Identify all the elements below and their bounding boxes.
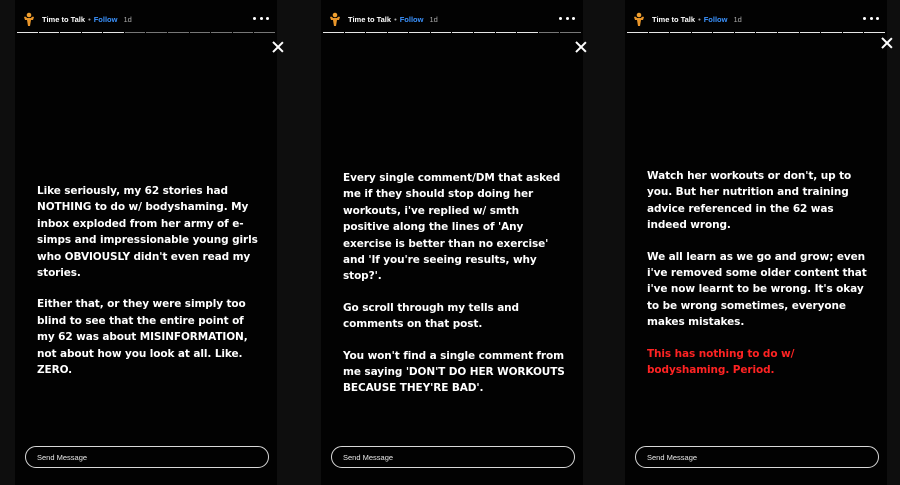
story-paragraph: Like seriously, my 62 stories had NOTHING to do w/ bodyshaming. My inbox exploded from her army of e-simps and impressionable young girls who OBVIOUSLY didn't even read my stories.	[37, 185, 258, 280]
flexing-figure-icon	[631, 11, 647, 27]
story-header	[327, 8, 577, 30]
account-name[interactable]: Time to Talk	[348, 14, 392, 24]
follow-button[interactable]: Follow	[93, 14, 118, 24]
send-message-input[interactable]: Send Message	[25, 446, 269, 468]
story-paragraph: Either that, or they were simply too blind to see that the entire point of my 62 was about MISINFORMATION, not about how you look at all. Like. ZERO.	[37, 298, 248, 377]
story-text	[647, 168, 871, 393]
post-age: 1d	[733, 14, 742, 24]
avatar[interactable]	[327, 11, 343, 27]
more-options-icon[interactable]	[253, 12, 269, 24]
flexing-figure-icon	[21, 11, 37, 27]
story-paragraph: Go scroll through my tells and comments on that post.	[343, 301, 519, 331]
story-paragraph: Watch her workouts or don't, up to you. But her nutrition and training advice referenced in the 62 was indeed wrong.	[647, 170, 852, 232]
account-name[interactable]: Time to Talk	[652, 14, 696, 24]
post-age: 1d	[123, 14, 132, 24]
story-paragraph: We all learn as we go and grow; even i've removed some older content that i've now learnt to be wrong. It's okay to be wrong sometimes, everyone makes mistakes.	[647, 250, 867, 329]
avatar[interactable]	[631, 11, 647, 27]
separator-dot: •	[698, 14, 701, 24]
story-card-3	[625, 0, 887, 485]
flexing-figure-icon	[327, 11, 343, 27]
separator-dot: •	[88, 14, 91, 24]
story-paragraph: You won't find a single comment from me saying 'DON'T DO HER WORKOUTS BECAUSE THEY'RE BAD'.	[343, 349, 565, 395]
follow-button[interactable]: Follow	[399, 14, 424, 24]
send-message-input[interactable]: Send Message	[635, 446, 879, 468]
close-icon[interactable]	[880, 36, 894, 50]
close-icon[interactable]	[574, 40, 588, 54]
separator-dot: •	[394, 14, 397, 24]
avatar[interactable]	[21, 11, 37, 27]
story-text	[343, 170, 567, 412]
follow-button[interactable]: Follow	[703, 14, 728, 24]
account-name[interactable]: Time to Talk	[42, 14, 86, 24]
post-age: 1d	[429, 14, 438, 24]
story-paragraph: Every single comment/DM that asked me if they should stop doing her workouts, i've replied w/ smth positive along the lines of 'Any exercise is better than no exercise' and 'If you're seeing results, why stop?'.	[343, 172, 561, 283]
more-options-icon[interactable]	[559, 12, 575, 24]
story-card-2	[321, 0, 583, 485]
story-progress-bar	[17, 32, 275, 34]
send-message-input[interactable]: Send Message	[331, 446, 575, 468]
story-card-1	[15, 0, 277, 485]
story-text	[37, 183, 261, 393]
story-header	[631, 8, 881, 30]
more-options-icon[interactable]	[863, 12, 879, 24]
story-progress-bar	[323, 32, 581, 34]
close-icon[interactable]	[271, 40, 285, 54]
story-highlight-text: This has nothing to do w/ bodyshaming. Period.	[647, 347, 795, 377]
story-header	[21, 8, 271, 30]
story-progress-bar	[627, 32, 885, 34]
